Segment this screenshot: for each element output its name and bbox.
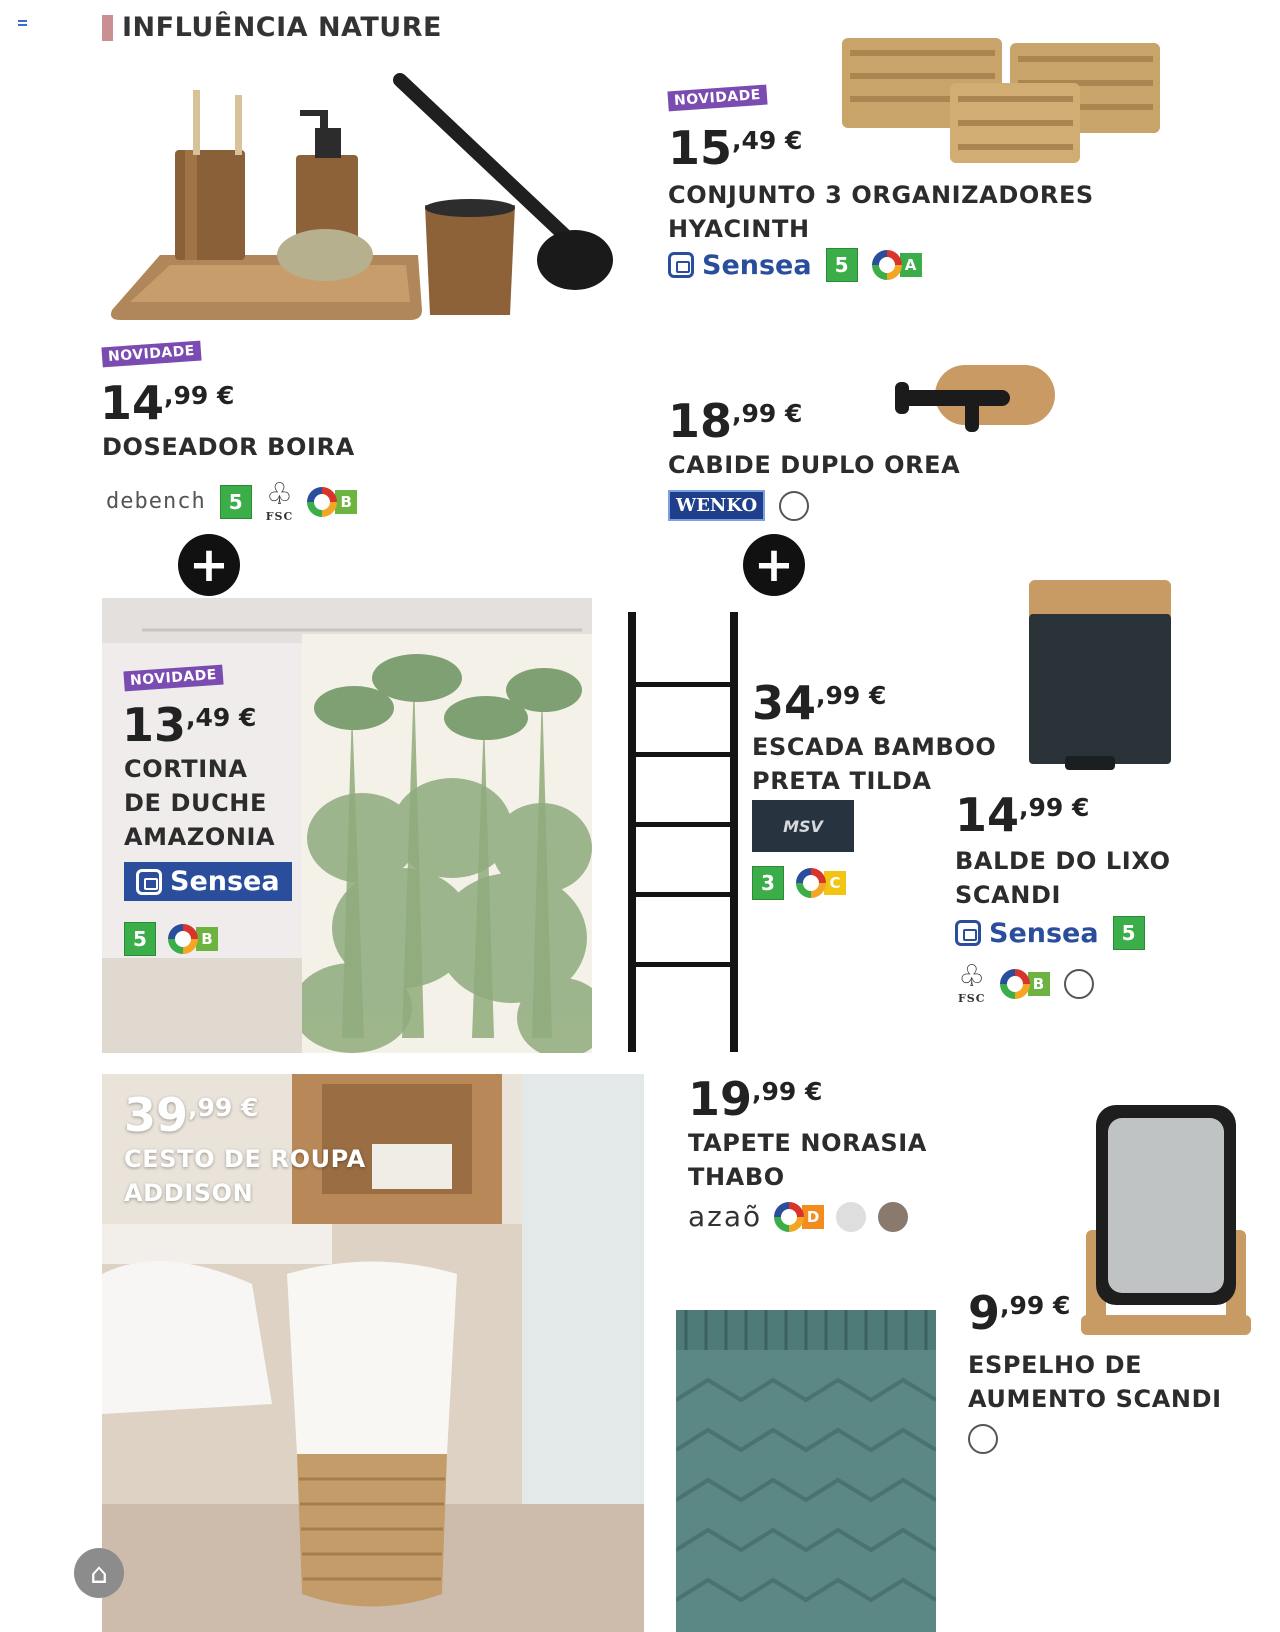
energy-label-badge [307, 487, 357, 517]
repairability-index-icon: 5 [220, 485, 252, 519]
wenko-logo: WENKO [668, 490, 765, 521]
color-swatch-taupe[interactable] [878, 1202, 908, 1232]
sensea-logo [955, 918, 1099, 949]
energy-label-badge [774, 1202, 824, 1232]
hyacinth-name-line: HYACINTH [668, 215, 810, 243]
amazonia-labels [124, 922, 218, 956]
thabo-name-line: THABO [688, 1163, 785, 1191]
fsc-label: FSC [265, 510, 294, 523]
energy-letter: B [1028, 972, 1050, 996]
mirror-name-line: AUMENTO SCANDI [968, 1385, 1222, 1413]
fsc-tree-icon: ♧ [266, 477, 293, 512]
repairability-index-icon: 5 [124, 922, 156, 956]
boira-name-line: DOSEADOR BOIRA [102, 433, 355, 461]
energy-ring-icon [1000, 969, 1030, 999]
boira-price-dec: ,99 € [164, 381, 235, 410]
hyacinth-novidade-badge: NOVIDADE [667, 85, 767, 112]
section-title [102, 12, 442, 43]
scandi-bin-name [955, 844, 1171, 912]
mirror-image [1076, 1100, 1256, 1340]
thabo-rug-image [676, 1310, 936, 1632]
thabo-name [688, 1126, 927, 1194]
energy-letter: D [802, 1205, 824, 1229]
debench-logo: debench [106, 489, 206, 514]
energy-ring-icon [872, 250, 902, 280]
boira-labels [106, 477, 357, 523]
boira-price-int: 14 [100, 376, 165, 430]
tilda-name-line: ESCADA BAMBOO [752, 733, 997, 761]
amazonia-price [122, 698, 257, 752]
thabo-price-int: 19 [688, 1072, 753, 1126]
hyacinth-price-dec: ,49 € [732, 126, 803, 155]
amazonia-novidade-badge: NOVIDADE [123, 665, 223, 692]
fsc-tree-icon: ♧ [958, 959, 986, 994]
energy-label-badge [168, 924, 218, 954]
color-swatch[interactable] [779, 491, 809, 521]
boira-price [100, 376, 235, 430]
amazonia-name-line: DE DUCHE [124, 789, 267, 817]
add-plus-button[interactable]: + [178, 534, 240, 596]
menu-icon[interactable] [18, 20, 27, 28]
addison-price-int: 39 [124, 1088, 189, 1142]
msv-logo: MSV [752, 800, 854, 852]
sensea-mark-icon [668, 252, 694, 278]
amazonia-name [124, 752, 275, 854]
orea-price-int: 18 [668, 394, 733, 448]
brand-name: Sensea [989, 917, 1099, 949]
energy-label-badge [872, 250, 922, 280]
tilda-labels [752, 866, 846, 900]
energy-ring-icon [307, 487, 337, 517]
hyacinth-price [668, 121, 803, 175]
energy-label-badge [796, 868, 846, 898]
home-icon: ⌂ [90, 1556, 108, 1590]
color-swatch[interactable] [1064, 969, 1094, 999]
mirror-price-int: 9 [968, 1286, 1001, 1340]
amazonia-name-line: CORTINA [124, 755, 248, 783]
sensea-mark-icon [136, 869, 162, 895]
addison-text-block [124, 1088, 366, 1210]
amazonia-price-dec: ,49 € [186, 703, 257, 732]
orea-name [668, 448, 960, 482]
tilda-price-dec: ,99 € [816, 681, 887, 710]
energy-letter: B [335, 490, 357, 514]
section-title-text: INFLUÊNCIA NATURE [122, 12, 442, 43]
scandi-bin-name-line: SCANDI [955, 881, 1062, 909]
scandi-bin-price [955, 788, 1090, 842]
brand-name: Sensea [170, 866, 280, 897]
azao-logo: azaõ [688, 1200, 763, 1233]
thabo-labels [688, 1200, 908, 1233]
addison-price-dec: ,99 € [188, 1093, 259, 1122]
fsc-label: FSC [958, 992, 986, 1005]
thabo-price-dec: ,99 € [752, 1077, 823, 1106]
energy-label-badge [1000, 969, 1050, 999]
sensea-logo [668, 250, 812, 281]
addison-name [124, 1142, 366, 1210]
mirror-name [968, 1348, 1222, 1416]
section-accent-bar [102, 15, 113, 41]
hyacinth-name [668, 178, 1094, 246]
repairability-index-icon: 3 [752, 866, 784, 900]
addison-name-line: ADDISON [124, 1179, 254, 1207]
boira-novidade-badge: NOVIDADE [101, 341, 201, 368]
fsc-icon [265, 477, 294, 523]
repairability-index-icon: 5 [1113, 916, 1145, 950]
tilda-name-line: PRETA TILDA [752, 767, 932, 795]
hyacinth-labels [668, 248, 922, 282]
hyacinth-name-line: CONJUNTO 3 ORGANIZADORES [668, 181, 1094, 209]
hyacinth-price-int: 15 [668, 121, 733, 175]
energy-letter: A [900, 253, 922, 277]
color-swatch[interactable] [968, 1424, 998, 1454]
scandi-bin-brand-row [955, 916, 1145, 950]
mirror-price [968, 1286, 1071, 1340]
repairability-index-icon: 5 [826, 248, 858, 282]
energy-ring-icon [774, 1202, 804, 1232]
home-button[interactable] [74, 1548, 124, 1598]
tilda-ladder-image [622, 612, 742, 1052]
mirror-price-dec: ,99 € [1000, 1291, 1071, 1320]
hyacinth-baskets-image [840, 28, 1170, 168]
sensea-logo [124, 862, 292, 901]
scandi-bin-price-dec: ,99 € [1019, 793, 1090, 822]
scandi-bin-price-int: 14 [955, 788, 1020, 842]
fsc-icon [958, 959, 986, 1005]
add-plus-button[interactable]: + [743, 534, 805, 596]
addison-price [124, 1088, 366, 1142]
orea-price [668, 394, 803, 448]
thabo-name-line: TAPETE NORASIA [688, 1129, 927, 1157]
amazonia-price-int: 13 [122, 698, 187, 752]
orea-hook-image [895, 360, 1060, 440]
scandi-bin-labels [958, 959, 1094, 1005]
orea-name-line: CABIDE DUPLO OREA [668, 451, 961, 479]
energy-letter: C [824, 871, 846, 895]
energy-ring-icon [168, 924, 198, 954]
orea-price-dec: ,99 € [732, 399, 803, 428]
mirror-name-line: ESPELHO DE [968, 1351, 1143, 1379]
sensea-mark-icon [955, 920, 981, 946]
bathroom-set-image [100, 70, 640, 340]
amazonia-name-line: AMAZONIA [124, 823, 276, 851]
energy-letter: B [196, 927, 218, 951]
scandi-bin-image [1025, 578, 1175, 788]
boira-name [102, 430, 355, 464]
scandi-bin-name-line: BALDE DO LIXO [955, 847, 1171, 875]
tilda-price-int: 34 [752, 676, 817, 730]
orea-labels [668, 490, 809, 521]
energy-ring-icon [796, 868, 826, 898]
tilda-price [752, 676, 887, 730]
color-swatch-light-grey[interactable] [836, 1202, 866, 1232]
thabo-price [688, 1072, 823, 1126]
brand-name: Sensea [702, 249, 812, 281]
addison-name-line: CESTO DE ROUPA [124, 1145, 366, 1173]
